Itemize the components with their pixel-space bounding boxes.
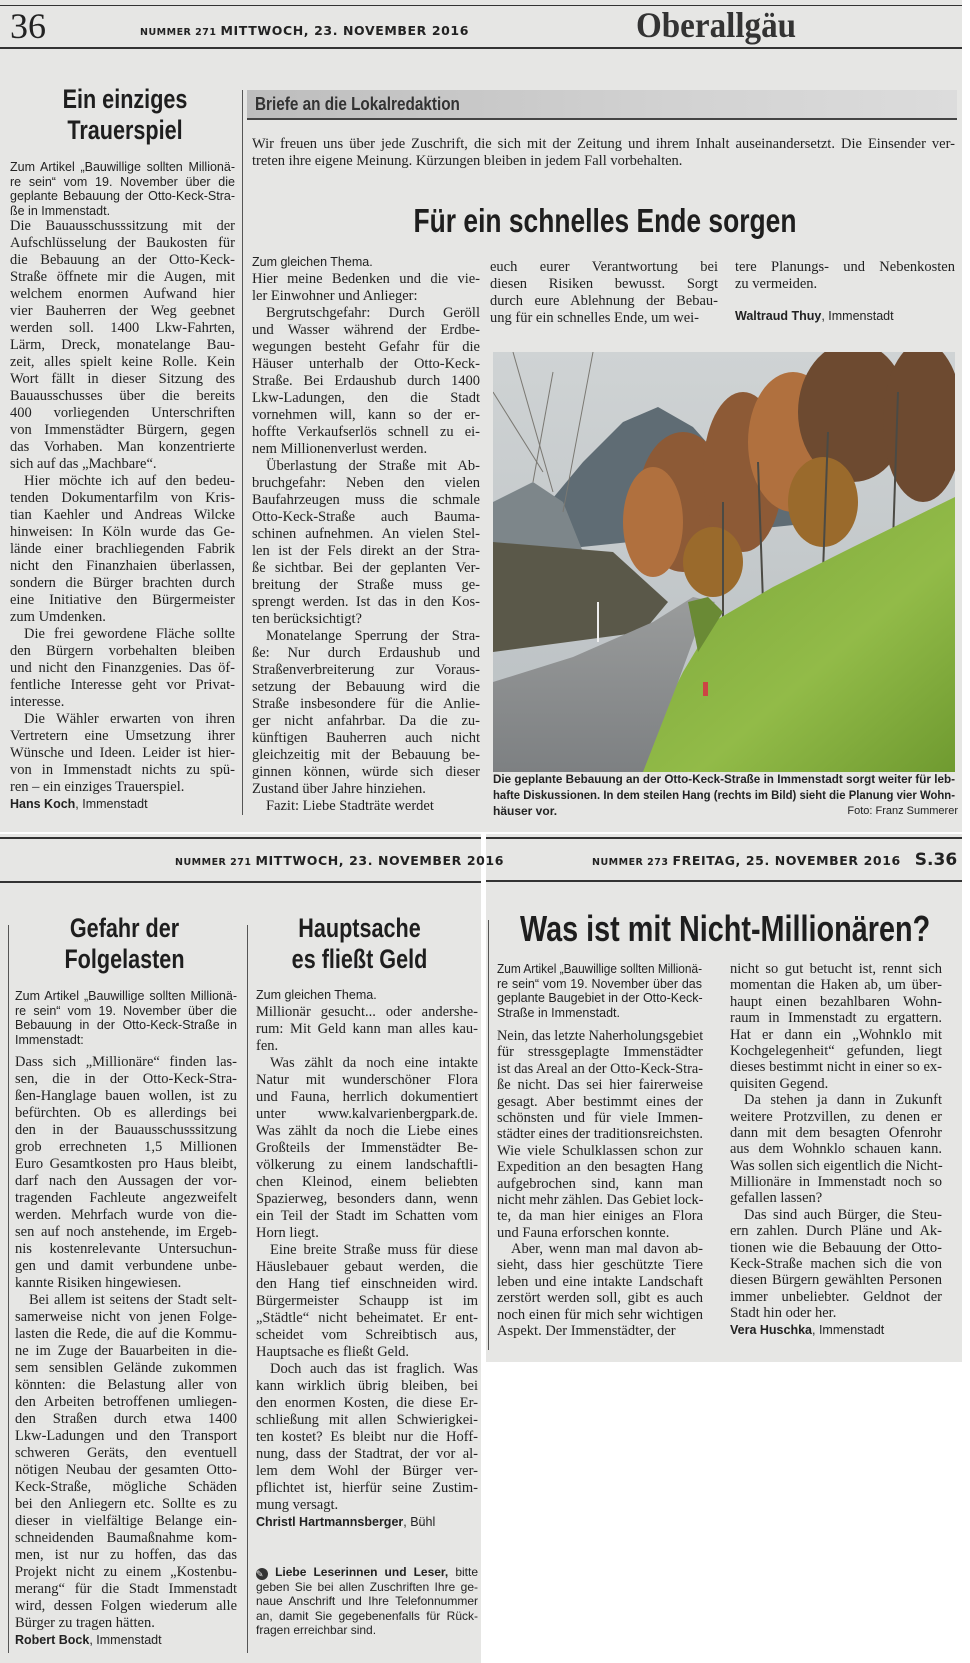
text-line: naue Anschrift und Ihre Telefonnummer — [256, 1594, 478, 1608]
text-line: tian Kaehler und Andreas Wilcke — [10, 507, 235, 523]
article-body-column-2 — [490, 259, 718, 327]
text-line: Zum Artikel „Bauwillige sollten Millionä- — [15, 989, 237, 1003]
section-heading-bar — [247, 90, 957, 120]
text-line: nötigen Neubau der gesamten Otto- — [15, 1462, 237, 1478]
text-line: nicht den Finanzhaien überlassen, — [10, 558, 235, 574]
issue-number: NUMMER 271 — [140, 27, 217, 38]
text-line: Nein, das letzte Naherholungsgebiet — [497, 1028, 704, 1044]
text-line: durch eure Ablehnung der Bebau- — [490, 293, 718, 309]
text-line: das Vorhaben. Man konzentrierte — [10, 439, 235, 455]
text-line: nicht so gut betucht ist, rennt sich — [730, 961, 942, 977]
text-line: rum: Mit Geld kann man alles kau- — [256, 1021, 478, 1037]
second-header-bottom-rule-left — [0, 881, 481, 883]
text-line: darf nach den Aussagen der vor- — [15, 1173, 237, 1189]
text-line: Hauptsache — [298, 913, 421, 943]
text-line: Baufahrzeugen muss die schmale — [252, 492, 480, 508]
text-line: Hauptsache es fließt Geld. — [256, 1344, 410, 1360]
letter-signature — [735, 308, 955, 325]
article-title — [300, 202, 910, 240]
text-line: lände einer brachliegenden Fabrik — [10, 541, 235, 557]
text-line: grob errechneten 1,5 Millionen — [15, 1139, 237, 1155]
topic-label: Zum gleichen Thema. — [256, 988, 377, 1002]
letter-signature — [10, 796, 235, 813]
issue-date: MITTWOCH, 23. NOVEMBER 2016 — [220, 23, 470, 38]
issue-date: FREITAG, 25. NOVEMBER 2016 — [672, 853, 901, 868]
text-line: ße nicht. Das sei hier fairerweise — [497, 1077, 703, 1094]
text-line: unter www.kalvarienbergpark.de. — [256, 1106, 478, 1122]
text-line: Dass sich „Millionäre“ finden las- — [15, 1054, 237, 1070]
text-line: künftigen Bauherren auch nicht — [252, 730, 480, 746]
text-line: Die Wähler erwarten von ihren — [24, 711, 235, 727]
text-line: gefallen lassen? — [730, 1190, 823, 1207]
author-place: , Immenstadt — [821, 309, 894, 323]
second-header-top-rule-left — [0, 837, 481, 839]
text-line: Straße. Bei Erdaushub durch 1400 — [252, 373, 480, 389]
text-line: Was ist mit Nicht-Millionären? — [520, 908, 931, 949]
text-line: Keck-Straße machen sich die von — [730, 1256, 942, 1273]
text-line: den enormen Kosten, die diese Er- — [256, 1395, 478, 1411]
text-line: hoffte Verkaufserlös schnell zu ei- — [252, 424, 480, 440]
reader-notice-body — [256, 1580, 478, 1638]
author-place: , Immenstadt — [89, 1633, 162, 1647]
article-body-column-3 — [735, 259, 955, 325]
text-line: schließung mit allen Schwierigkei- — [256, 1412, 478, 1428]
text-line: werden. Mehrfach wurde von die- — [15, 1207, 237, 1223]
text-line: bruchgefahr: Neben den vielen — [252, 475, 480, 491]
text-line: Aufschlüsselung der Baukosten für — [10, 235, 235, 251]
text-line: fragen erreichbar sind. — [256, 1623, 377, 1637]
second-dateline-right — [592, 850, 957, 870]
text-line: dann mit dem besagten Ofenrohr — [730, 1124, 942, 1141]
text-line: Häuslebauer gebaut werden, die — [256, 1259, 478, 1275]
text-line: Wünsche und Ideen. Leider ist hier- — [10, 745, 235, 761]
text-line: ten kostet? Es bleibt nur die Hoff- — [256, 1429, 478, 1445]
article-body — [256, 987, 478, 1531]
text-line: schweren Geräts, den eventuell — [15, 1445, 237, 1461]
text-line: Straßenverbreiterung zur Voraus- — [252, 662, 480, 678]
article-body-column-1 — [497, 1028, 703, 1339]
text-line: haupt einen bezahlbaren Wohn- — [730, 993, 942, 1010]
text-line: sondern die Bürger brachten durch — [10, 575, 235, 591]
text-line: dieser in vielfältige Belange ein- — [15, 1513, 237, 1529]
text-line: ern zahlen. Durch Pläne und Ak- — [730, 1223, 942, 1240]
column-divider — [247, 925, 248, 1653]
text-line: Die geplante Bebauung an der Otto-Keck-Straße in Immenstadt sorgt weiter für leb- — [493, 772, 955, 786]
article-intro — [10, 160, 235, 218]
reader-notice-line — [256, 1565, 478, 1580]
column-divider — [8, 925, 9, 1653]
text-line: kannte Risiken hingewiesen. — [15, 1275, 182, 1291]
text-line: Für ein schnelles Ende sorgen — [413, 202, 797, 239]
text-line: chen Kleinod, einem beliebten — [256, 1174, 478, 1190]
text-line: tragenden Fachleute angezweifelt — [15, 1190, 237, 1206]
text-line: wird, dessen Folgen wiederum alle — [15, 1598, 237, 1614]
text-line: Bei allem ist seitens der Stadt selt- — [29, 1292, 237, 1308]
text-line: städter eines der traditionsreichsten. — [497, 1126, 703, 1143]
text-line: leben und eine intakte Landschaft — [497, 1273, 703, 1290]
text-line: sieht, dass hier geschützte Tiere — [497, 1257, 703, 1274]
text-line: Das sind auch Bürger, die Steu- — [744, 1206, 942, 1223]
author-place: , Immenstadt — [75, 797, 148, 811]
text-line: die Bebauung an der Otto-Keck- — [10, 252, 235, 268]
letters-notice — [252, 136, 955, 170]
text-line: Die Bauausschusssitzung mit der — [10, 218, 235, 234]
text-line: und Fauna, herrlich dokumentiert — [256, 1089, 478, 1105]
text-line: ist das Areal an der Otto-Keck-Stra- — [497, 1060, 703, 1077]
author-name: Hans Koch — [10, 797, 76, 811]
article-body — [10, 218, 235, 813]
text-line: den Bürgern vorbehalten bleiben — [10, 643, 235, 659]
text-line: mung versagt. — [256, 1497, 339, 1513]
text-line: Bauausschusses über die bereits — [10, 388, 235, 404]
text-line: Hier möchte ich auf den bedeu- — [24, 473, 235, 489]
text-line: und Wasser während der Erdbe- — [252, 322, 480, 338]
page-reference: S.36 — [914, 850, 958, 870]
text-line: dieses bestimmt nicht in einer so ex- — [730, 1059, 942, 1076]
header-bottom-rule — [0, 47, 962, 49]
text-line: Otto-Keck-Straße auch Bauma- — [252, 509, 480, 525]
header-dateline — [140, 22, 469, 40]
text-line: zeit, alles spielt keine Rolle. Kein — [10, 354, 235, 370]
text-line: welchem enormen Aufwand hier — [10, 286, 235, 302]
text-line: ße sichtbar. Bei der geplanten Ver- — [252, 560, 480, 576]
text-line: Spazierweg, besonders dann, wenn — [256, 1191, 478, 1207]
text-line: pflichtet ist, hierfür seine Zustim- — [256, 1480, 478, 1496]
text-line: tionen wie die Bebauung der Otto- — [730, 1239, 942, 1256]
text-line: schneidenden Baumaßnahme kom- — [15, 1530, 237, 1546]
text-line: den in der Bauausschusssitzung — [15, 1122, 237, 1138]
article-title — [252, 913, 467, 975]
article-intro — [497, 962, 702, 1020]
text-line: Millionäre in Immenstadt noch so — [730, 1174, 942, 1191]
text-line: tere Planungs- und Nebenkosten — [735, 259, 955, 275]
text-line: Großteils der Immenstädter Be- — [256, 1140, 478, 1156]
text-line: Horn liegt. — [256, 1225, 319, 1241]
text-line: ren – ein einziges Trauerspiel. — [10, 779, 185, 795]
article-body-column-1 — [252, 254, 480, 815]
article-intro — [15, 989, 237, 1047]
article-body-column-2 — [730, 961, 942, 1339]
text-line: könnten: die Belastung aller von — [15, 1377, 237, 1393]
article-title — [12, 913, 237, 975]
text-line: eine Initiative den Bürgermeister — [10, 592, 235, 608]
text-line: 400 vorliegenden Unterschriften — [10, 405, 235, 421]
text-line: an, damit Sie gegebenenfalls für Rück- — [256, 1608, 478, 1623]
header-top-rule — [0, 5, 962, 6]
text-line: gleichzeitig mit der Bebauung be- — [252, 747, 480, 763]
issue-number: NUMMER 273 — [592, 857, 669, 868]
section-heading: Briefe an die Lokalredaktion — [255, 94, 460, 114]
text-line: diesen Risiken bewusst. Sorgt — [490, 276, 718, 292]
text-line: von in Immenstadt nichts zu spü- — [10, 762, 235, 778]
text-line: ler Einwohner und Anlieger: — [252, 288, 418, 304]
author-name: Waltraud Thuy — [735, 309, 822, 323]
reader-notice — [256, 1565, 478, 1638]
road-landscape-photo — [493, 352, 955, 772]
author-place: , Immenstadt — [812, 1322, 885, 1337]
text-line: Was zählt da noch die Liebe eines — [256, 1123, 478, 1139]
reader-notice-lead: Liebe Leserinnen und Leser, — [275, 1565, 449, 1579]
text-line: aus dem Wohnklo schauen kann. — [730, 1141, 942, 1158]
text-line: schönsten und für viele Immen- — [497, 1109, 703, 1126]
text-line: ginnen können, würde sich dieser — [252, 764, 480, 780]
text-line: ße: Nur durch Erdaushub und — [252, 645, 480, 661]
text-line: Projekt nicht zu einem „Kostenbu- — [15, 1564, 237, 1580]
text-line: aufgebrochen sind, kann man — [497, 1175, 703, 1192]
text-line: Lkw-Ladungen, den die Stadt — [252, 390, 480, 406]
text-line: Aspekt. Der Immenstädter, der — [497, 1323, 676, 1340]
text-line: Natur mit wunderschöner Flora — [256, 1072, 478, 1088]
text-line: Straße insbesondere für die Anlie- — [252, 696, 480, 712]
second-header-bottom-rule-right — [486, 880, 962, 882]
photo — [493, 352, 955, 772]
text-line: breitung der Straße muss ge- — [252, 577, 480, 593]
text-line: Straße öffnete mir die Augen, mit — [10, 269, 235, 285]
text-line: nicht mehr zählen. Das Gebiet lock- — [497, 1191, 704, 1208]
text-line: Häuser unterhalb der Otto-Keck- — [252, 356, 480, 372]
text-line: Hier meine Bedenken und die vie- — [252, 271, 480, 287]
text-line: setzung der Bebauung wird die — [252, 679, 480, 695]
text-line: Vertretern eine Umsetzung ihrer — [10, 728, 235, 744]
author-name: Vera Huschka — [730, 1322, 812, 1337]
text-line: Stadt hin oder her. — [730, 1305, 837, 1322]
text-line: re sein“ vom 19. November über die — [15, 1003, 237, 1018]
text-line: immer unbeliebter. Geldnot der — [730, 1288, 942, 1305]
page-number: 36 — [10, 6, 46, 46]
text-line: häuser vor. — [493, 804, 558, 818]
author-place: , Bühl — [403, 1515, 436, 1529]
text-line: scheidet vom Schreibtisch aus, — [256, 1327, 478, 1343]
text-line: sprengt werden. Ist das in den Kos- — [252, 594, 480, 610]
column-divider — [242, 90, 243, 815]
text-line: von Immenstädter Bürgern, gegen — [10, 422, 235, 438]
text-line: re sein“ vom 19. November über das — [497, 976, 702, 991]
text-line: Was sollen sich eigentlich die Nicht- — [730, 1157, 943, 1174]
letter-signature — [256, 1514, 478, 1531]
text-line: gesagt. Aber bestimmt eines der — [497, 1093, 703, 1110]
text-line: Lärm, Dreck, monatelange Bau- — [10, 337, 235, 353]
text-line: Euro Gesamtkosten pro Haus bleibt, — [15, 1156, 237, 1172]
text-line: weitere Protzvillen, zu denen er — [730, 1108, 942, 1125]
text-line: men, ist nur zu hoffen, das das — [15, 1547, 237, 1563]
section-name: Oberallgäu — [636, 5, 797, 45]
text-line: Zustand über Jahre hinziehen. — [252, 781, 426, 797]
article-body — [15, 1054, 237, 1649]
text-line: Gefahr der — [69, 913, 180, 943]
text-line: vier Bauherren der Weg geebnet — [10, 303, 235, 319]
topic-label: Zum gleichen Thema. — [252, 255, 373, 269]
text-line: Die frei gewordene Fläche sollte — [24, 626, 235, 642]
issue-number: NUMMER 271 — [175, 857, 252, 868]
text-line: raum in Immenstadt zu ergattern. — [730, 1010, 942, 1027]
text-line: lasten die Rede, die auf die Kommu- — [15, 1326, 237, 1342]
text-line: kann wirklich übrig bleiben, bei — [256, 1378, 478, 1394]
text-line: geplante Bebauung der Otto-Keck-Stra- — [10, 189, 235, 203]
author-name: Robert Bock — [15, 1633, 90, 1647]
text-line: Aber, wenn man mal davon ab- — [511, 1241, 703, 1258]
text-line: und Fauna erforschen konnte. — [497, 1224, 670, 1241]
text-line: lem dem Wohl der Bürger ver- — [256, 1463, 478, 1479]
text-line: Ein einziges — [62, 84, 188, 114]
text-line: nis kostenrelevante Untersuchun- — [15, 1241, 237, 1257]
text-line: ße in Immenstadt. — [10, 203, 111, 218]
text-line: interesse. — [10, 694, 65, 710]
text-line: Immenstadt: — [15, 1032, 84, 1047]
pencil-circle-icon: ✎ — [256, 1568, 268, 1580]
text-line: Da stehen ja dann in Zukunft — [744, 1092, 942, 1109]
author-name: Christl Hartmannsberger — [256, 1515, 404, 1529]
text-line: Trauerspiel — [67, 115, 183, 146]
text-line: Folgelasten — [64, 944, 185, 975]
text-line: Bürger zu tragen hätten. — [15, 1615, 155, 1631]
text-line: Wort fällt in dieser Sitzung des — [10, 371, 235, 387]
text-line: Expedition an den besagten Hang — [497, 1159, 703, 1176]
letter-signature — [730, 1322, 942, 1339]
text-line: nung, dass der Stadtrat, der vor al- — [256, 1446, 478, 1462]
letter-signature — [15, 1632, 237, 1649]
text-line: te, da man hier einiges an Flora — [497, 1208, 703, 1225]
column-divider — [488, 920, 489, 1350]
second-dateline-left — [175, 852, 504, 870]
text-line: ung für ein schnelles Ende, um wei- — [490, 310, 699, 326]
text-line: len ist der Fels direkt an der Stra- — [252, 543, 480, 559]
text-line: sen, die in der Otto-Keck-Stra- — [15, 1071, 237, 1087]
text-line: Überlastung der Straße mit Ab- — [266, 458, 480, 474]
text-line: Lkw-Ladungen und den Transport — [15, 1428, 237, 1444]
text-line: momentan die Haken ab, um über- — [730, 977, 942, 994]
text-line: sem sensiblen Gelände zukommen — [15, 1360, 237, 1376]
text-line: diesen Bürgern gewählten Personen — [730, 1272, 942, 1289]
text-line: tenden Dokumentarfilm von Kris- — [10, 490, 235, 506]
text-line: Kochgelegenheit“ gefunden, liegt — [730, 1042, 942, 1059]
text-line: es fließt Geld — [291, 944, 428, 975]
text-line: Millionär gesucht... oder andershe- — [256, 1004, 478, 1020]
text-line: Fazit: Liebe Stadträte werdet — [266, 798, 434, 814]
text-line: Was zählt da noch eine intakte — [270, 1055, 478, 1071]
text-line: Eine breite Straße muss für diese — [270, 1242, 478, 1258]
text-line: nem Millionenverlust werden. — [252, 441, 428, 457]
text-line: geplante Baugebiet in der Otto-Keck- — [497, 991, 703, 1005]
text-line: merang“ für die Stadt Immenstadt — [15, 1581, 237, 1597]
text-line: Bebauung in der Otto-Keck-Straße in — [15, 1018, 237, 1032]
text-line: und nicht den Finanzgenies. Das öf- — [10, 660, 235, 676]
text-line: ein Teil der Stadt im Schatten vom — [256, 1208, 478, 1224]
text-line: zu vermeiden. — [735, 276, 818, 292]
article-title — [10, 84, 240, 146]
reader-notice-text: bitte — [448, 1565, 478, 1579]
text-line: sen auf noch anstehende, im Ergeb- — [15, 1224, 237, 1240]
text-line: geben Sie bei allen Zuschriften Ihre ge- — [256, 1579, 478, 1594]
photo-credit: Foto: Franz Summerer — [847, 805, 958, 817]
text-line: zerstört werden soll, gibt es auch — [497, 1290, 703, 1307]
text-line: hinweisen: In Köln wurde das Ge- — [10, 524, 235, 540]
text-line: fen. — [256, 1038, 279, 1054]
text-line: Straße in Immenstadt. — [497, 1005, 620, 1020]
text-line: wegungen besteht Gefahr für die — [252, 339, 480, 355]
text-line: ne im Zuge der Bauarbeiten in die- — [15, 1343, 237, 1359]
text-line: samerweise nicht von jenen Folge- — [15, 1309, 237, 1325]
issue-date: MITTWOCH, 23. NOVEMBER 2016 — [255, 853, 505, 868]
text-line: den Arbeiten betroffenen umliegen- — [15, 1394, 237, 1410]
text-line: Bürgermeister Schaupp ist im — [256, 1293, 478, 1309]
text-line: Wie viele Schulklassen schon zur — [497, 1142, 703, 1159]
text-line: quisiten Gegend. — [730, 1075, 829, 1092]
second-header-top-rule-right — [486, 837, 962, 839]
text-line: bei den Anliegern etc. Sollte es zu — [15, 1496, 237, 1512]
text-line: Keck-Straße, mögliche Schäden — [15, 1479, 237, 1495]
text-line: ßen-Hanglage bauen wollen, ist zu — [15, 1088, 237, 1104]
text-line: hafte Diskussionen. In dem steilen Hang (rechts im Bild) sieht die Planung vier Wohn- — [493, 788, 955, 802]
text-line: schinen aufnehmen. An vielen Stel- — [252, 526, 480, 542]
text-line: Monatelange Sperrung der Stra- — [266, 628, 480, 644]
text-line: für stressgeplagte Immenstädter — [497, 1044, 703, 1061]
text-line: völkerung zu einem landschaftli- — [256, 1157, 478, 1173]
text-line: Hat er dann ein „Wohnklo mit — [730, 1026, 942, 1043]
text-line: werden soll. 1400 Lkw-Fahrten, — [10, 320, 235, 336]
text-line: Doch auch das ist fraglich. Was — [270, 1361, 478, 1377]
article-title — [470, 908, 970, 949]
text-line: re sein“ vom 19. November über die — [10, 174, 235, 189]
text-line: fentliche Interesse geht vor Privat- — [10, 677, 235, 693]
text-line: Zum Artikel „Bauwillige sollten Millionä- — [10, 160, 235, 174]
text-line: zum Umdenken. — [10, 609, 106, 625]
text-line: sich auf das „Machbare“. — [10, 456, 157, 472]
text-line: gen und damit verbundene unbe- — [15, 1258, 237, 1274]
text-line: noch einen für mich sehr wichtigen — [497, 1306, 703, 1323]
text-line: vornehmen will, kann so der er- — [252, 407, 480, 423]
text-line: „Städtle“ nicht beheimatet. Er ent- — [256, 1310, 478, 1326]
text-line: Bergrutschgefahr: Durch Geröll — [266, 305, 480, 321]
text-line: befürchten. Ob es allerdings bei — [15, 1105, 237, 1121]
text-line: ten berücksichtigt? — [252, 611, 362, 627]
text-line: Wir freuen uns über jede Zuschrift, die sich mit der Zeitung und ihrem Inhalt auseinandersetzt. Die Einsender ver- — [252, 136, 955, 152]
text-line: Zum Artikel „Bauwillige sollten Millionä- — [497, 962, 703, 976]
text-line: treten ihre eigene Meinung. Kürzungen bleiben in jedem Fall vorbehalten. — [252, 153, 683, 169]
text-line: den Hang tief einschneiden wird. — [256, 1276, 478, 1292]
text-line: den Straßen durch etwa 1400 — [15, 1411, 237, 1427]
text-line: euch eurer Verantwortung bei — [490, 259, 718, 275]
text-line: ger nicht anfahrbar. Da die zu- — [252, 713, 480, 729]
